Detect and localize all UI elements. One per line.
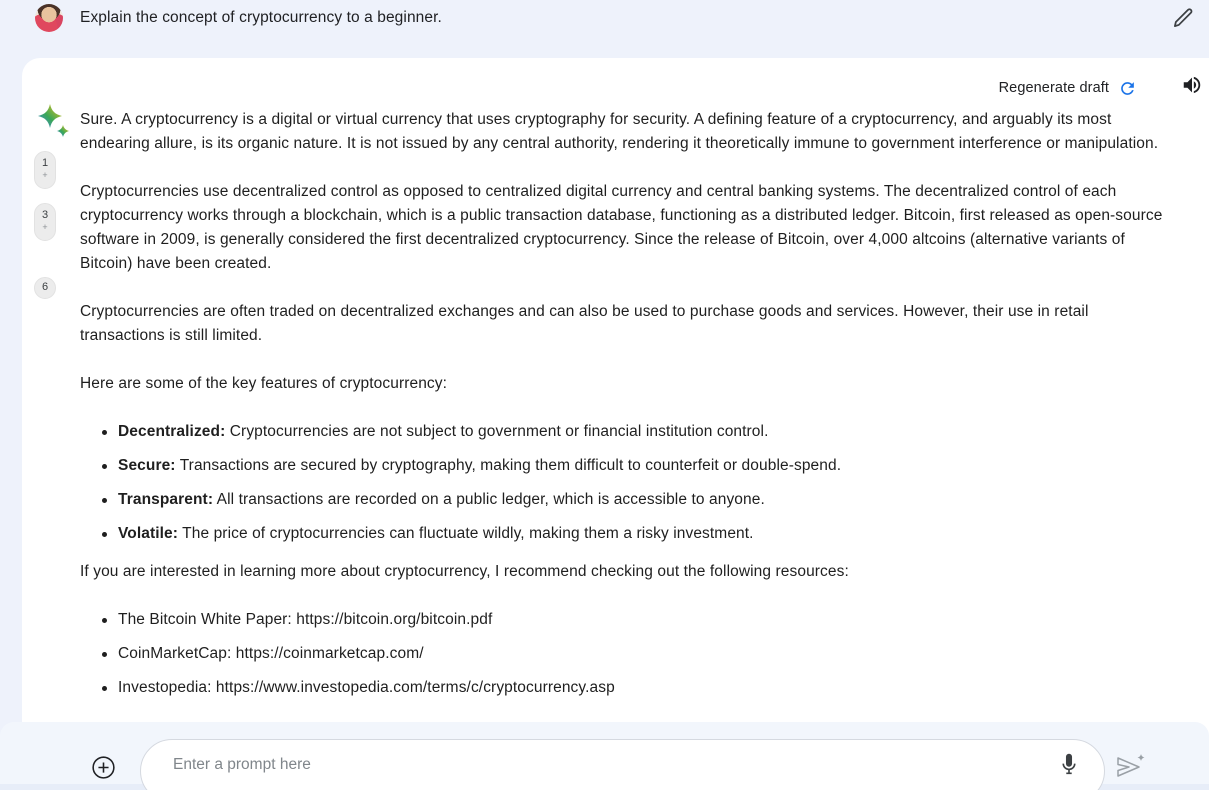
feature-label: Transparent: [118, 491, 214, 508]
response-card [22, 58, 1209, 758]
plus-icon: + [42, 170, 48, 180]
list-item [102, 420, 1174, 444]
speaker-button[interactable] [1181, 74, 1203, 96]
annotation-number: 3 [41, 209, 49, 221]
assistant-sparkle-icon [37, 103, 73, 141]
user-prompt-row [0, 0, 1209, 58]
microphone-button[interactable] [1056, 751, 1082, 777]
feature-label: Secure: [118, 457, 176, 474]
send-icon [1112, 750, 1148, 784]
annotation-number: 1 [41, 157, 49, 169]
annotation-marker-1[interactable] [34, 151, 56, 189]
resources-intro: If you are interested in learning more about cryptocurrency, I recommend checking out the following resources: [80, 563, 849, 580]
feature-text: All transactions are recorded on a public ledger, which is accessible to anyone. [213, 491, 765, 508]
feature-label: Decentralized: [118, 423, 226, 440]
microphone-icon [1056, 751, 1082, 777]
prompt-input[interactable] [173, 740, 1033, 790]
paragraph: Sure. A cryptocurrency is a digital or virtual currency that uses cryptography for security. A defining feature of a cryptocurrency, and arguably its most endearing allure, is its organic nature. It is not issued by any central authority, rendering it theoretically immune to government interference or manipulation. [80, 111, 1159, 152]
list-item [102, 454, 1174, 478]
feature-text: Cryptocurrencies are not subject to government or financial institution control. [225, 423, 769, 440]
regenerate-draft-label: Regenerate draft [998, 80, 1109, 96]
paragraph: Cryptocurrencies use decentralized control as opposed to centralized digital currency and central banking systems. The decentralized control of each cryptocurrency works through a blockchain, which is a public transaction database, functioning as a distributed ledger. Bitcoin, first released as open-source software in 2009, is generally considered the first decentralized cryptocurrency. Since the release of Bitcoin, over 4,000 altcoins (alternative variants of Bitcoin) have been created. [80, 183, 1163, 272]
feature-text: The price of cryptocurrencies can fluctuate wildly, making them a risky investment. [178, 525, 754, 542]
refresh-icon [1118, 79, 1137, 98]
annotation-number: 6 [41, 281, 49, 293]
add-attachment-button[interactable] [90, 754, 117, 781]
list-item: The Bitcoin White Paper: https://bitcoin.org/bitcoin.pdf [102, 608, 1174, 632]
user-avatar[interactable] [35, 4, 63, 32]
list-item: CoinMarketCap: https://coinmarketcap.com/ [102, 642, 1174, 666]
speaker-icon [1181, 74, 1203, 96]
features-list [80, 420, 1174, 546]
annotation-marker-6[interactable] [34, 277, 56, 299]
resources-list [80, 608, 1174, 700]
list-item: Investopedia: https://www.investopedia.com/terms/c/cryptocurrency.asp [102, 676, 1174, 700]
feature-label: Volatile: [118, 525, 179, 542]
list-item [102, 522, 1174, 546]
prompt-input-bar [0, 722, 1209, 784]
pencil-icon [1170, 5, 1196, 31]
list-item [102, 488, 1174, 512]
feature-text: Transactions are secured by cryptography, making them difficult to counterfeit or double-spend. [175, 457, 842, 474]
paragraph: Cryptocurrencies are often traded on decentralized exchanges and can also be used to purchase goods and services. However, their use in retail transactions is still limited. [80, 303, 1089, 344]
edit-prompt-button[interactable] [1170, 5, 1196, 31]
plus-icon: + [42, 222, 48, 232]
annotation-marker-3[interactable] [34, 203, 56, 241]
regenerate-draft-button[interactable] [999, 76, 1137, 100]
user-prompt-text: Explain the concept of cryptocurrency to a beginner. [80, 9, 442, 26]
response-content [80, 108, 1174, 710]
send-button[interactable] [1112, 750, 1148, 784]
plus-circle-icon [90, 754, 117, 781]
prompt-input-pill [140, 739, 1105, 790]
features-intro: Here are some of the key features of cryptocurrency: [80, 375, 448, 392]
